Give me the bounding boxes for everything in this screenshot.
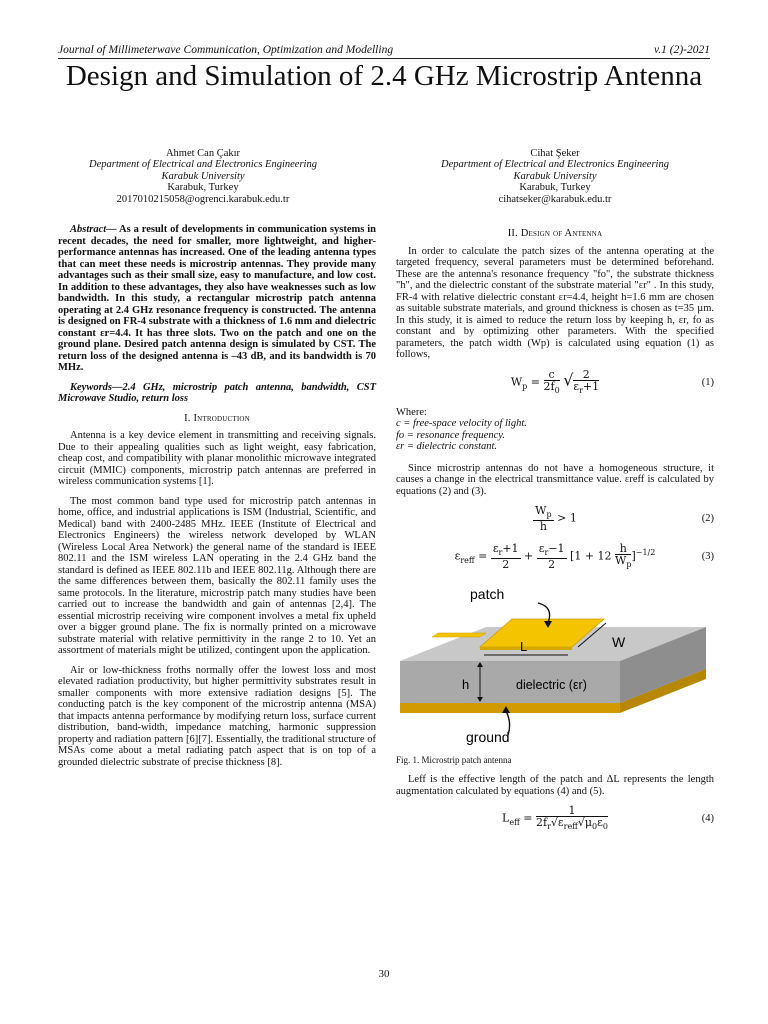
intro-paragraph: Antenna is a key device element in transmitting and receiving signals. Due to their appealing qualities such as light weight, easy fabrication, cheap cost, and compatibility with planar monolithic microwave integrated circuit (MMIC) components, microstrip patch antennas are preferred in wireless communication systems [1].: [58, 430, 376, 487]
right-column: [396, 224, 714, 843]
intro-paragraph: Air or low-thickness froths normally offer the lowest loss and most elevated radiation productivity, but higher permittivity substrates result in smaller components with more extensive radiation designs [5]. The conducting patch is the key component of the microstrip antenna (MSA) that impacts antenna performance by modifying return loss, surface current distribution, band-width, impedance matching, harmonic suppression property and radiation pattern [6][7]. Essentially, the traditional structure of MSAs come about a metal radiating patch aspect that is on top of a grounded dielectric substrate of precise thickness [8].: [58, 664, 376, 768]
where-list: Where: c = free-space velocity of light. fo = resonance frequency. εr = dielectric constant.: [396, 406, 527, 452]
label-W: W: [612, 634, 626, 650]
abstract: Abstract— As a result of developments in communication systems in recent decades, the need for smaller, more lightweight, and higher-performance antennas has increased. One of the leading antenna types that can meet these needs is microstrip antennas. They provide many advantages such as their small size, easy to manufacture, and low cost. In addition to these advantages, they also have weaknesses such as low bandwidth. In this study, a rectangular microstrip patch antenna operating at 2.4 GHz resonance frequency is constructed. The antenna is designed on FR-4 substrate with a thickness of 1.6 mm and dielectric constant εr=4.4. It has three slots. Two on the patch and one on the ground plane. Desired patch antenna design is simulated by CST. The return loss of the designed antenna is –43 dB, and its bandwidth is 70 MHz.: [58, 224, 376, 373]
equation-4: $L_{eff}$ = $\frac{1}{2f_r√\varepsilon_{reff}√\mu_0\varepsilon_0}$ (4): [502, 804, 714, 832]
author-dept: Department of Electrical and Electronics Engineering: [441, 159, 669, 171]
feed-line: [432, 633, 486, 637]
design-paragraph-3: Leff is the effective length of the patch and ΔL represents the length augmentation calculated by equations (4) and (5).: [396, 774, 714, 797]
section-heading-design: II. Design of Antenna: [507, 228, 603, 239]
author-block-2: [410, 148, 700, 205]
section-heading-intro: I. Introduction: [184, 412, 250, 424]
microstrip-antenna-figure: [396, 585, 714, 745]
author-name: Cihat Şeker: [530, 148, 580, 159]
paper-title: Design and Simulation of 2.4 GHz Microstrip Antenna: [65, 60, 703, 92]
author-name: Ahmet Can Çakır: [165, 148, 241, 159]
label-ground: ground: [466, 729, 510, 745]
author-city: Karabuk, Turkey: [167, 182, 239, 194]
label-L: L: [520, 639, 528, 654]
page-number: 30: [378, 968, 390, 980]
keywords: Keywords—2.4 GHz, microstrip patch antenna, bandwidth, CST Microwave Studio, return loss: [58, 381, 376, 404]
equation-1: $W_p$ = $\frac{c}{2f_0}$ √ $\frac{2}{\varepsilon_r+1}$ (1): [510, 367, 714, 395]
author-univ: Karabuk University: [161, 170, 245, 182]
author-dept: Department of Electrical and Electronics Engineering: [89, 159, 317, 171]
author-univ: Karabuk University: [513, 170, 597, 182]
left-column: [58, 224, 376, 776]
author-block-1: [58, 148, 348, 205]
running-header: [58, 44, 710, 59]
intro-paragraph: The most common band type used for microstrip patch antennas in home, office, and industrial applications is ISM (Industrial, Scientific, and Medical) band with 2400-2485 MHz. IEEE (Institute of Electrical and Electronics Engineers) the wireless network developed by WLAN (Wireless Local Area Network) the general name of the standard is IEEE 802.11 and the ISM wireless LAN operating in the 2.4 GHz band the standard is defined as IEEE 802.11b and IEEE 802.11g. Although there are the same differences between them, basically the 802.11 family uses the same protocols. In the literature, microstrip patch many studies have been carried out to increase the bandwidth and gain of antennas [2,4]. The essential microstrip receiving wire component involves a metal fix upheld over a bigger ground plane. The fix is normally printed on a microwave substrate material with relative permittivity in the range 2 to 10. Yet an assortment of materials might be utilized, contingent upon the application.: [58, 495, 376, 656]
journal-name: Journal of Millimeterwave Communication, Optimization and Modelling: [58, 44, 394, 56]
ground-plane-front: [400, 703, 620, 713]
design-paragraph-2: Since microstrip antennas do not have a homogeneous structure, it causes a change in the electrical transmittance value. εreff is calculated by equations (2) and (3).: [396, 462, 714, 497]
volume-info: v.1 (2)-2021: [654, 44, 710, 56]
label-patch: patch: [470, 586, 505, 602]
design-paragraph-1: In order to calculate the patch sizes of the antenna operating at the targeted frequency, several parameters must be determined beforehand. These are the antenna's resonance frequency "fo", the substrate thickness "h", and the dielectric constant of the substrate material "εr" . In this study, FR-4 with relative dielectric constant εr=4.4, height h=1.6 mm are chosen as suitable substrate materials, and ground thickness is chosen as t=35 µm. In this study, it is aimed to reduce the return loss by keeping h, εr, fo as constant and by optimizing other parameters. With the specified parameters, the patch width (Wp) is calculated using equation (1) as follows,: [396, 245, 714, 360]
author-email: 2017010215058@ogrenci.karabuk.edu.tr: [116, 193, 290, 205]
author-email: cihatseker@karabuk.edu.tr: [498, 193, 612, 205]
dielectric-front: [400, 661, 620, 703]
equation-2: $\frac{W_p}{h}$ > 1 (2): [535, 504, 714, 534]
figure-caption: Fig. 1. Microstrip patch antenna: [396, 754, 512, 765]
equation-3: $\varepsilon_{reff}$ = $\frac{\varepsilon_r+1}{2}$ + $\frac{\varepsilon_r-1}{2}$ [1 + 12 $\frac{h}{W_p}$ ]$^{-1/2}$ (3): [454, 542, 714, 572]
author-city: Karabuk, Turkey: [519, 182, 591, 194]
label-h: h: [462, 677, 470, 692]
label-dielectric: dielectric (εr): [516, 678, 587, 692]
